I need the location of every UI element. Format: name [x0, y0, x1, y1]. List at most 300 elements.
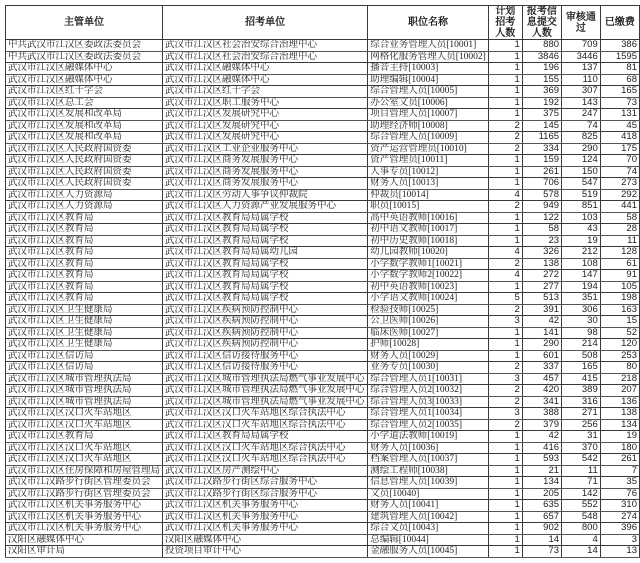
supervising-unit-cell: 武汉市江汉区卫生健康局 [6, 304, 163, 316]
position-name-cell: 小学道法教师[10019] [368, 431, 489, 443]
supervising-unit-cell: 武汉市江汉区信访局 [6, 362, 163, 374]
planned-hires-cell: 1 [488, 235, 522, 247]
table-row [6, 247, 640, 259]
supervising-unit-cell: 武汉市江汉区卫生健康局 [6, 339, 163, 351]
supervising-unit-cell: 中共武汉市江汉区委政法委员会 [6, 40, 163, 52]
table-row [6, 488, 640, 500]
planned-hires-cell: 2 [488, 385, 522, 397]
planned-hires-cell: 1 [488, 339, 522, 351]
applications-cell: 391 [522, 304, 561, 316]
position-name-cell: 播音主持[10003] [368, 63, 489, 75]
supervising-unit-cell: 武汉市江汉区教育局 [6, 247, 163, 259]
planned-hires-cell: 4 [488, 247, 522, 259]
applications-cell: 134 [522, 477, 561, 489]
position-name-cell: 财务人员[10036] [368, 442, 489, 454]
applications-cell: 375 [522, 109, 561, 121]
recruiting-unit-cell: 武汉市江汉区人力资源产业发展服务中心 [163, 201, 368, 213]
supervising-unit-cell: 武汉市江汉区汉口火车站地区 [6, 454, 163, 466]
recruiting-unit-cell: 武汉市江汉区疾病预防控制中心 [163, 327, 368, 339]
paid-cell: 441 [600, 201, 639, 213]
position-name-cell: 网格化服务管理人员[10002] [368, 51, 489, 63]
paid-cell: 105 [600, 281, 639, 293]
planned-hires-cell: 2 [488, 120, 522, 132]
supervising-unit-cell: 武汉市江汉区教育局 [6, 235, 163, 247]
position-name-cell: 公卫医师[10026] [368, 316, 489, 328]
column-header-paid: 已缴费 [600, 6, 639, 40]
approved-cell: 256 [562, 419, 601, 431]
planned-hires-cell: 1 [488, 51, 522, 63]
recruiting-unit-cell: 武汉市江汉区疾病预防控制中心 [163, 339, 368, 351]
applications-cell: 949 [522, 201, 561, 213]
table-row [6, 235, 640, 247]
table-row [6, 189, 640, 201]
recruiting-unit-cell: 武汉市江汉区城市管理执法局燃气事业发展中心 [163, 385, 368, 397]
position-name-cell: 项目管理人员[10007] [368, 109, 489, 121]
approved-cell: 307 [562, 86, 601, 98]
position-name-cell: 检验技师[10025] [368, 304, 489, 316]
recruiting-unit-cell: 武汉市江汉区机关事务服务中心 [163, 500, 368, 512]
paid-cell: 15 [600, 316, 639, 328]
position-name-cell: 职员[10015] [368, 201, 489, 213]
planned-hires-cell: 1 [488, 442, 522, 454]
supervising-unit-cell: 武汉市江汉区教育局 [6, 431, 163, 443]
approved-cell: 103 [562, 212, 601, 224]
approved-cell: 316 [562, 396, 601, 408]
recruiting-unit-cell: 武汉市江汉区教育局局属学校 [163, 281, 368, 293]
recruiting-unit-cell: 武汉市江汉区信访接待服务中心 [163, 350, 368, 362]
supervising-unit-cell: 武汉市江汉区教育局 [6, 281, 163, 293]
supervising-unit-cell: 武汉市江汉区红十字会 [6, 86, 163, 98]
recruiting-unit-cell: 武汉市江汉区汉口火车站地区综合执法中心 [163, 419, 368, 431]
position-name-cell: 业务专员[10030] [368, 362, 489, 374]
position-name-cell: 小学数学教师1[10021] [368, 258, 489, 270]
paid-cell: 73 [600, 97, 639, 109]
paid-cell: 91 [600, 270, 639, 282]
position-name-cell: 助理编辑[10004] [368, 74, 489, 86]
supervising-unit-cell: 武汉市江汉区总工会 [6, 97, 163, 109]
supervising-unit-cell: 汉阳区融媒体中心 [6, 534, 163, 546]
column-header-planned-hires: 计划招考人数 [488, 6, 522, 40]
approved-cell: 108 [562, 258, 601, 270]
paid-cell: 274 [600, 511, 639, 523]
planned-hires-cell: 1 [488, 431, 522, 443]
paid-cell: 45 [600, 120, 639, 132]
approved-cell: 370 [562, 442, 601, 454]
applications-cell: 337 [522, 362, 561, 374]
position-name-cell: 综合管理人员2[10032] [368, 385, 489, 397]
recruiting-unit-cell: 武汉市江汉区社会治安综合治理中心 [163, 40, 368, 52]
recruiting-unit-cell: 武汉市江汉区信访接待服务中心 [163, 362, 368, 374]
table-row [6, 546, 640, 558]
planned-hires-cell: 2 [488, 362, 522, 374]
planned-hires-cell: 1 [488, 86, 522, 98]
planned-hires-cell: 2 [488, 258, 522, 270]
approved-cell: 43 [562, 224, 601, 236]
table-row [6, 155, 640, 167]
recruiting-unit-cell: 武汉市江汉区商务发展服务中心 [163, 166, 368, 178]
table-row [6, 109, 640, 121]
paid-cell: 11 [600, 235, 639, 247]
planned-hires-cell: 1 [488, 546, 522, 558]
paid-cell: 418 [600, 132, 639, 144]
table-row [6, 281, 640, 293]
position-name-cell: 高中英语教师[10016] [368, 212, 489, 224]
table-row [6, 97, 640, 109]
position-name-cell: 资产运营管理员[10010] [368, 143, 489, 155]
recruiting-unit-cell: 武汉市江汉区劳动人事争议仲裁院 [163, 189, 368, 201]
recruiting-unit-cell: 武汉市江汉区教育局局属学校 [163, 270, 368, 282]
applications-cell: 261 [522, 166, 561, 178]
supervising-unit-cell: 武汉市江汉区信访局 [6, 350, 163, 362]
recruiting-unit-cell: 投资项目审计中心 [163, 546, 368, 558]
recruiting-unit-cell: 武汉市江汉区发展研究中心 [163, 132, 368, 144]
approved-cell: 212 [562, 247, 601, 259]
table-row [6, 408, 640, 420]
paid-cell: 70 [600, 155, 639, 167]
supervising-unit-cell: 武汉市江汉区人民政府国资委 [6, 178, 163, 190]
table-row [6, 500, 640, 512]
planned-hires-cell: 1 [488, 109, 522, 121]
paid-cell: 163 [600, 304, 639, 316]
table-row [6, 523, 640, 535]
planned-hires-cell: 1 [488, 534, 522, 546]
supervising-unit-cell: 武汉市江汉区融媒体中心 [6, 63, 163, 75]
supervising-unit-cell: 武汉市江汉区城市管理执法局 [6, 396, 163, 408]
supervising-unit-cell: 武汉市江汉区卫生健康局 [6, 327, 163, 339]
table-row [6, 454, 640, 466]
supervising-unit-cell: 武汉市江汉区卫生健康局 [6, 316, 163, 328]
position-name-cell: 综合管理人员3[10033] [368, 396, 489, 408]
position-name-cell: 初中历史教师[10018] [368, 235, 489, 247]
applications-cell: 42 [522, 316, 561, 328]
recruiting-unit-cell: 武汉市江汉区红十字会 [163, 86, 368, 98]
applications-cell: 138 [522, 258, 561, 270]
approved-cell: 547 [562, 178, 601, 190]
applications-cell: 272 [522, 270, 561, 282]
supervising-unit-cell: 武汉市江汉区发展和改革局 [6, 120, 163, 132]
supervising-unit-cell: 武汉市江汉区发展和改革局 [6, 109, 163, 121]
position-name-cell: 档案管理人员[10037] [368, 454, 489, 466]
applications-cell: 1165 [522, 132, 561, 144]
planned-hires-cell: 4 [488, 189, 522, 201]
planned-hires-cell: 1 [488, 212, 522, 224]
supervising-unit-cell: 武汉市江汉区融媒体中心 [6, 74, 163, 86]
recruiting-unit-cell: 武汉市江汉区融媒体中心 [163, 63, 368, 75]
paid-cell: 80 [600, 362, 639, 374]
table-row [6, 143, 640, 155]
recruiting-unit-cell: 武汉市江汉区融媒体中心 [163, 74, 368, 86]
position-name-cell: 金融服务人员[10045] [368, 546, 489, 558]
supervising-unit-cell: 武汉市江汉区城市管理执法局 [6, 385, 163, 397]
paid-cell: 292 [600, 189, 639, 201]
planned-hires-cell: 1 [488, 63, 522, 75]
paid-cell: 52 [600, 327, 639, 339]
position-name-cell: 综合业务管理人员[10001] [368, 40, 489, 52]
approved-cell: 800 [562, 523, 601, 535]
position-name-cell: 文员[10040] [368, 488, 489, 500]
applications-cell: 73 [522, 546, 561, 558]
table-row [6, 201, 640, 213]
applications-cell: 369 [522, 86, 561, 98]
recruitment-registration-table [5, 5, 640, 558]
applications-cell: 416 [522, 442, 561, 454]
paid-cell: 35 [600, 477, 639, 489]
planned-hires-cell: 1 [488, 281, 522, 293]
approved-cell: 30 [562, 316, 601, 328]
position-name-cell: 初中语文教师[10017] [368, 224, 489, 236]
applications-cell: 42 [522, 431, 561, 443]
position-name-cell: 助理经济师[10008] [368, 120, 489, 132]
applications-cell: 657 [522, 511, 561, 523]
approved-cell: 74 [562, 120, 601, 132]
applications-cell: 21 [522, 465, 561, 477]
supervising-unit-cell: 武汉市江汉区机关事务服务中心 [6, 500, 163, 512]
supervising-unit-cell: 武汉市江汉区汉口火车站地区 [6, 419, 163, 431]
table-row [6, 339, 640, 351]
approved-cell: 150 [562, 166, 601, 178]
table-row [6, 327, 640, 339]
applications-cell: 706 [522, 178, 561, 190]
table-row [6, 293, 640, 305]
table-row [6, 74, 640, 86]
table-row [6, 40, 640, 52]
supervising-unit-cell: 武汉市江汉区城市管理执法局 [6, 373, 163, 385]
recruiting-unit-cell: 武汉市江汉区教育局局属学校 [163, 235, 368, 247]
paid-cell: 13 [600, 546, 639, 558]
supervising-unit-cell: 武汉市江汉区教育局 [6, 212, 163, 224]
approved-cell: 214 [562, 339, 601, 351]
approved-cell: 415 [562, 373, 601, 385]
table-row [6, 212, 640, 224]
supervising-unit-cell: 汉阳区审计局 [6, 546, 163, 558]
supervising-unit-cell: 中共武汉市江汉区委政法委员会 [6, 51, 163, 63]
applications-cell: 635 [522, 500, 561, 512]
paid-cell: 175 [600, 143, 639, 155]
paid-cell: 81 [600, 63, 639, 75]
paid-cell: 165 [600, 86, 639, 98]
paid-cell: 128 [600, 247, 639, 259]
supervising-unit-cell: 武汉市江汉区汉口火车站地区 [6, 442, 163, 454]
approved-cell: 71 [562, 477, 601, 489]
supervising-unit-cell: 武汉市江汉区发展和改革局 [6, 132, 163, 144]
paid-cell: 74 [600, 166, 639, 178]
recruiting-unit-cell: 武汉市江汉区汉口火车站地区综合执法中心 [163, 408, 368, 420]
position-name-cell: 小学数学教师2[10022] [368, 270, 489, 282]
recruiting-unit-cell: 武汉市江汉区城市管理执法局燃气事业发展中心 [163, 396, 368, 408]
table-body [6, 40, 640, 558]
paid-cell: 261 [600, 454, 639, 466]
position-name-cell: 办公室文员[10006] [368, 97, 489, 109]
planned-hires-cell: 2 [488, 132, 522, 144]
approved-cell: 851 [562, 201, 601, 213]
paid-cell: 386 [600, 40, 639, 52]
table-row [6, 316, 640, 328]
supervising-unit-cell: 武汉市江汉路步行街区管理委员会 [6, 488, 163, 500]
applications-cell: 145 [522, 120, 561, 132]
position-name-cell: 幼儿园教师[10020] [368, 247, 489, 259]
applications-cell: 341 [522, 396, 561, 408]
recruiting-unit-cell: 武汉市江汉区教育局局属学校 [163, 293, 368, 305]
planned-hires-cell: 1 [488, 40, 522, 52]
applications-cell: 141 [522, 327, 561, 339]
column-header-position-name: 职位名称 [368, 6, 489, 40]
approved-cell: 519 [562, 189, 601, 201]
planned-hires-cell: 1 [488, 350, 522, 362]
table-row [6, 304, 640, 316]
paid-cell: 7 [600, 465, 639, 477]
paid-cell: 19 [600, 431, 639, 443]
position-name-cell: 财务人员[10013] [368, 178, 489, 190]
supervising-unit-cell: 武汉市江汉区人民政府国资委 [6, 143, 163, 155]
approved-cell: 351 [562, 293, 601, 305]
planned-hires-cell: 1 [488, 166, 522, 178]
recruiting-unit-cell: 武汉市江汉区机关事务服务中心 [163, 511, 368, 523]
approved-cell: 552 [562, 500, 601, 512]
table-row [6, 258, 640, 270]
column-header-recruiting-unit: 招考单位 [163, 6, 368, 40]
approved-cell: 110 [562, 74, 601, 86]
applications-cell: 578 [522, 189, 561, 201]
paid-cell: 61 [600, 258, 639, 270]
planned-hires-cell: 1 [488, 178, 522, 190]
paid-cell: 76 [600, 488, 639, 500]
paid-cell: 136 [600, 396, 639, 408]
supervising-unit-cell: 武汉市江汉区汉口火车站地区 [6, 408, 163, 420]
table-row [6, 419, 640, 431]
recruiting-unit-cell: 武汉市江汉区职工服务中心 [163, 97, 368, 109]
table-row [6, 362, 640, 374]
planned-hires-cell: 2 [488, 419, 522, 431]
recruiting-unit-cell: 武汉市江汉区社会治安综合治理中心 [163, 51, 368, 63]
applications-cell: 205 [522, 488, 561, 500]
supervising-unit-cell: 武汉市江汉区机关事务服务中心 [6, 511, 163, 523]
approved-cell: 389 [562, 385, 601, 397]
applications-cell: 593 [522, 454, 561, 466]
approved-cell: 98 [562, 327, 601, 339]
planned-hires-cell: 2 [488, 396, 522, 408]
table-row [6, 120, 640, 132]
paid-cell: 120 [600, 339, 639, 351]
position-name-cell: 仲裁员[10014] [368, 189, 489, 201]
applications-cell: 14 [522, 534, 561, 546]
supervising-unit-cell: 武汉市江汉区人民政府国资委 [6, 155, 163, 167]
paid-cell: 3 [600, 534, 639, 546]
applications-cell: 192 [522, 97, 561, 109]
position-name-cell: 综合管理人员1[10031] [368, 373, 489, 385]
position-name-cell: 综合文员[10043] [368, 523, 489, 535]
approved-cell: 19 [562, 235, 601, 247]
recruiting-unit-cell: 武汉市江汉路步行街区综合服务中心 [163, 477, 368, 489]
planned-hires-cell: 2 [488, 143, 522, 155]
approved-cell: 165 [562, 362, 601, 374]
table-row [6, 534, 640, 546]
planned-hires-cell: 5 [488, 293, 522, 305]
approved-cell: 194 [562, 281, 601, 293]
paid-cell: 253 [600, 350, 639, 362]
applications-cell: 3846 [522, 51, 561, 63]
position-name-cell: 综合管理人员[10009] [368, 132, 489, 144]
table-row [6, 224, 640, 236]
table-row [6, 373, 640, 385]
table-row [6, 431, 640, 443]
position-name-cell: 资产管理员[10011] [368, 155, 489, 167]
position-name-cell: 综合管理人员2[10035] [368, 419, 489, 431]
recruiting-unit-cell: 汉阳区融媒体中心 [163, 534, 368, 546]
planned-hires-cell: 2 [488, 304, 522, 316]
supervising-unit-cell: 武汉市江汉区教育局 [6, 258, 163, 270]
position-name-cell: 建筑管理人员[10042] [368, 511, 489, 523]
applications-cell: 457 [522, 373, 561, 385]
planned-hires-cell: 1 [488, 465, 522, 477]
recruiting-unit-cell: 武汉市江汉区疾病预防控制中心 [163, 304, 368, 316]
approved-cell: 137 [562, 63, 601, 75]
planned-hires-cell: 3 [488, 408, 522, 420]
position-name-cell: 初中英语教师[10023] [368, 281, 489, 293]
table-row [6, 86, 640, 98]
table-row [6, 350, 640, 362]
supervising-unit-cell: 武汉市江汉区人力资源局 [6, 201, 163, 213]
table-row [6, 132, 640, 144]
header-row [6, 6, 640, 40]
position-name-cell: 财务人员[10041] [368, 500, 489, 512]
table-row [6, 477, 640, 489]
approved-cell: 709 [562, 40, 601, 52]
recruiting-unit-cell: 武汉市江汉区汉口火车站地区综合执法中心 [163, 454, 368, 466]
supervising-unit-cell: 武汉市江汉区机关事务服务中心 [6, 523, 163, 535]
approved-cell: 825 [562, 132, 601, 144]
paid-cell: 28 [600, 224, 639, 236]
position-name-cell: 护师[10028] [368, 339, 489, 351]
recruiting-unit-cell: 武汉市江汉区教育局局属学校 [163, 431, 368, 443]
planned-hires-cell: 1 [488, 500, 522, 512]
planned-hires-cell: 1 [488, 155, 522, 167]
position-name-cell: 综合管理人员[10005] [368, 86, 489, 98]
supervising-unit-cell: 武汉市江汉区人力资源局 [6, 189, 163, 201]
approved-cell: 142 [562, 488, 601, 500]
table-row [6, 511, 640, 523]
applications-cell: 159 [522, 155, 561, 167]
planned-hires-cell: 1 [488, 224, 522, 236]
recruiting-unit-cell: 武汉市江汉区机关事务服务中心 [163, 523, 368, 535]
column-header-applications-submitted: 报考信息提交人数 [522, 6, 561, 40]
recruiting-unit-cell: 武汉市江汉区发展研究中心 [163, 109, 368, 121]
recruiting-unit-cell: 武汉市江汉区教育局局属幼儿园 [163, 247, 368, 259]
supervising-unit-cell: 武汉市江汉路步行街区管理委员会 [6, 477, 163, 489]
applications-cell: 326 [522, 247, 561, 259]
recruiting-unit-cell: 武汉市江汉区疾病预防控制中心 [163, 316, 368, 328]
position-name-cell: 信息管理人员[10039] [368, 477, 489, 489]
applications-cell: 420 [522, 385, 561, 397]
supervising-unit-cell: 武汉市江汉区教育局 [6, 293, 163, 305]
recruiting-unit-cell: 武汉市江汉区商务发展服务中心 [163, 178, 368, 190]
supervising-unit-cell: 武汉市江汉区教育局 [6, 270, 163, 282]
paid-cell: 198 [600, 293, 639, 305]
approved-cell: 4 [562, 534, 601, 546]
paid-cell: 68 [600, 74, 639, 86]
table-row [6, 442, 640, 454]
planned-hires-cell: 1 [488, 97, 522, 109]
column-header-approved: 审核通过 [562, 6, 601, 40]
planned-hires-cell: 3 [488, 316, 522, 328]
recruiting-unit-cell: 武汉市江汉区发展研究中心 [163, 120, 368, 132]
planned-hires-cell: 1 [488, 523, 522, 535]
table-row [6, 178, 640, 190]
column-header-supervising-unit: 主管单位 [6, 6, 163, 40]
planned-hires-cell: 4 [488, 270, 522, 282]
position-name-cell: 财务人员[10029] [368, 350, 489, 362]
recruiting-unit-cell: 武汉市江汉区工业企业服务中心 [163, 143, 368, 155]
applications-cell: 122 [522, 212, 561, 224]
